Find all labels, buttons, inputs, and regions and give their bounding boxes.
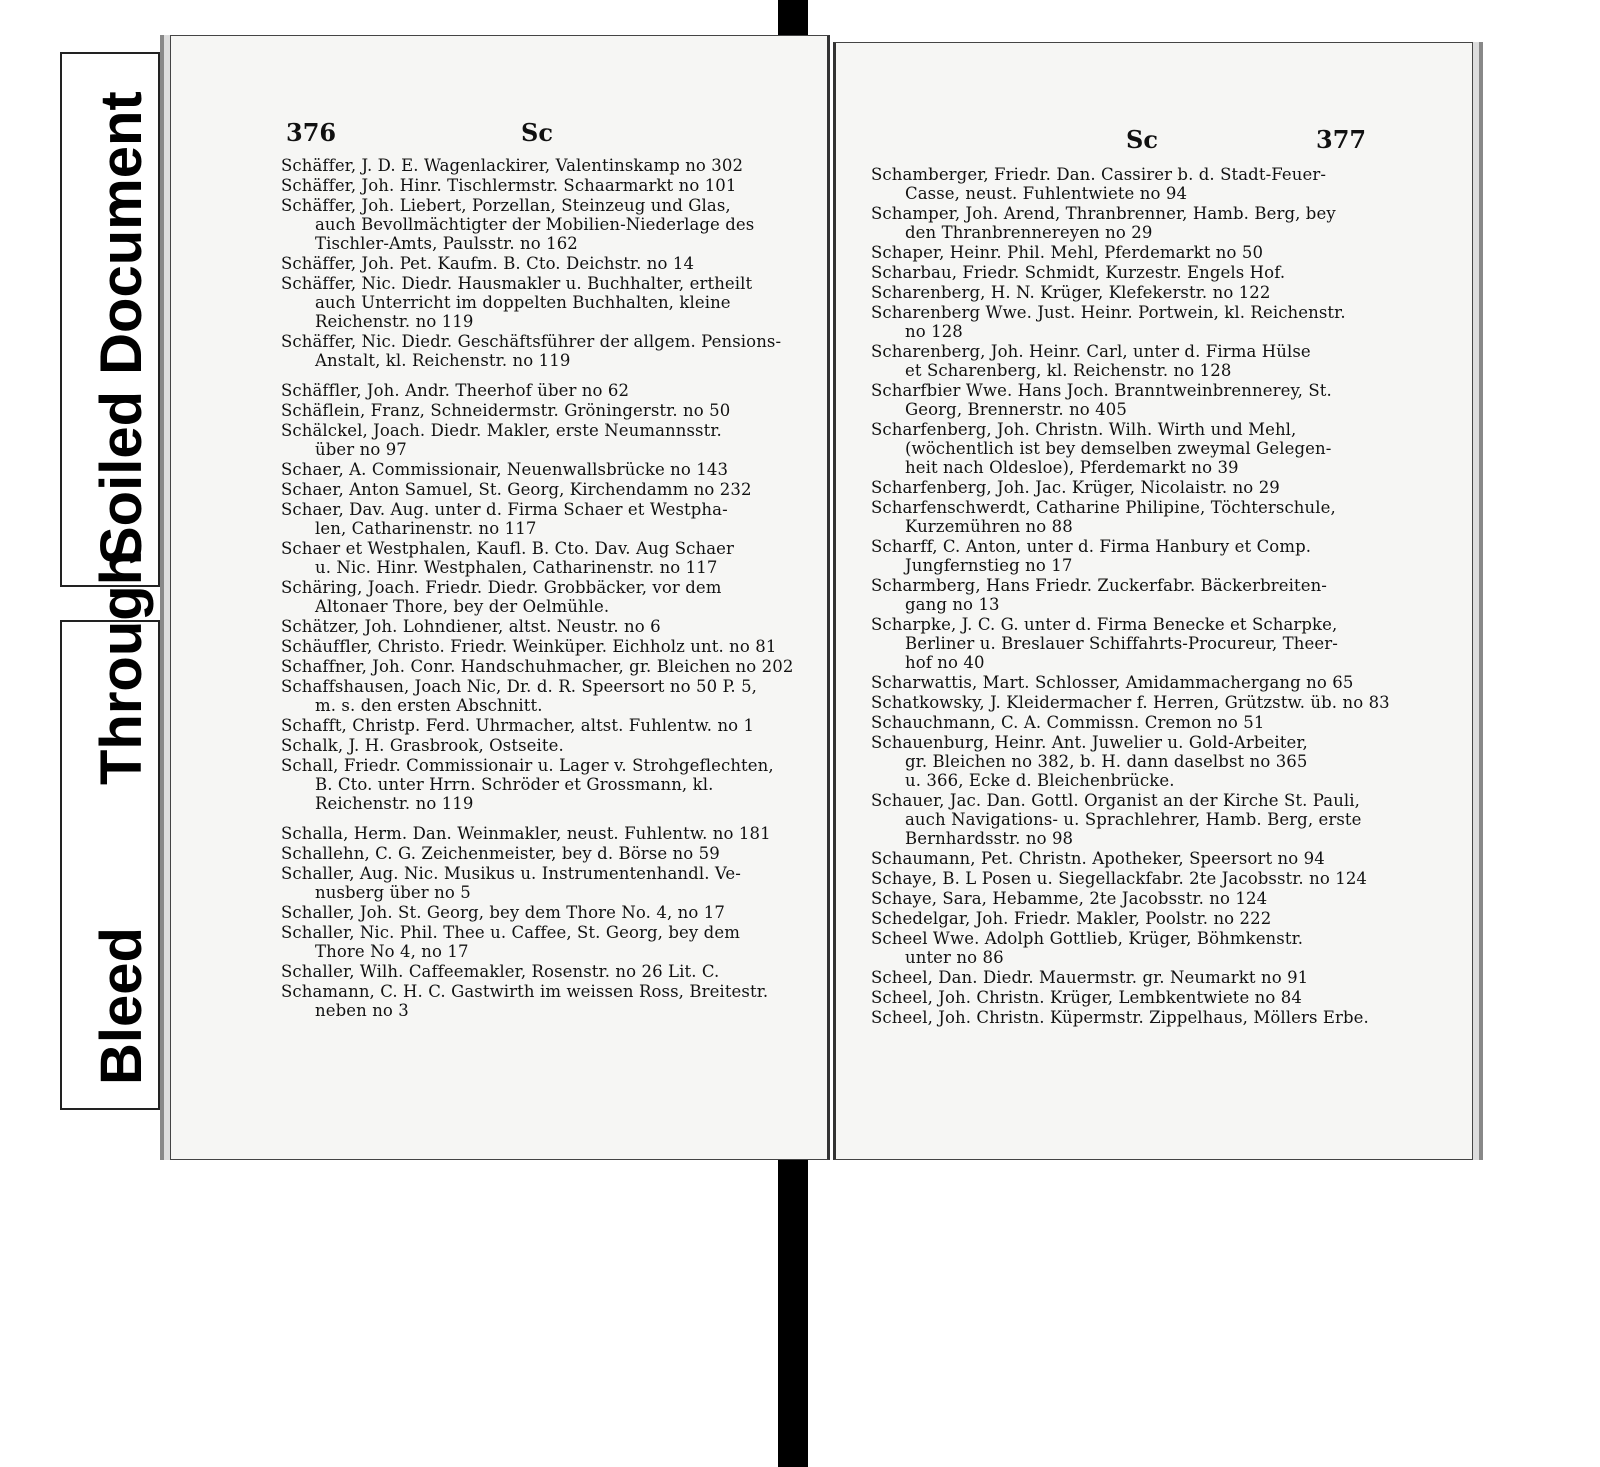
directory-entry xyxy=(281,677,801,715)
directory-entry xyxy=(871,929,1391,967)
entry-line: Schäring, Joach. Friedr. Diedr. Grobbäcker, vor dem xyxy=(281,578,722,597)
directory-entry xyxy=(281,274,801,331)
entry-line: Schäflein, Franz, Schneidermstr. Gröningerstr. no 50 xyxy=(281,401,731,420)
directory-entry xyxy=(281,578,801,616)
entry-continuation-line: no 128 xyxy=(905,322,963,341)
directory-entry xyxy=(871,889,1391,908)
entry-continuation-line: B. Cto. unter Hrrn. Schröder et Grossmann, kl. xyxy=(315,775,714,794)
entry-line: Schälckel, Joach. Diedr. Makler, erste Neumannsstr. xyxy=(281,421,722,440)
entry-continuation-line: gr. Bleichen no 382, b. H. dann daselbst no 365 xyxy=(905,752,1308,771)
entry-line: Schäuffler, Christo. Friedr. Weinküper. Eichholz unt. no 81 xyxy=(281,637,777,656)
entry-line: Schäffer, Joh. Liebert, Porzellan, Steinzeug und Glas, xyxy=(281,196,731,215)
entry-continuation-line: heit nach Oldesloe), Pferdemarkt no 39 xyxy=(905,458,1239,477)
entry-line: Schatkowsky, J. Kleidermacher f. Herren, Grützstw. üb. no 83 xyxy=(871,693,1390,712)
entry-continuation-line: den Thranbrennereyen no 29 xyxy=(905,223,1153,242)
entry-continuation-line: Bernhardsstr. no 98 xyxy=(905,829,1074,848)
entry-line: Schaer et Westphalen, Kaufl. B. Cto. Dav. Aug Schaer xyxy=(281,539,735,558)
directory-entry xyxy=(281,480,801,499)
entry-line: Scheel, Joh. Christn. Krüger, Lembkentwiete no 84 xyxy=(871,988,1302,1007)
entry-line: Scharenberg, Joh. Heinr. Carl, unter d. Firma Hülse xyxy=(871,342,1311,361)
entry-line: Scharfbier Wwe. Hans Joch. Branntweinbrennerey, St. xyxy=(871,381,1332,400)
directory-entry xyxy=(871,615,1391,672)
left-page-number: 376 xyxy=(286,118,337,147)
directory-entry xyxy=(871,1008,1391,1027)
entry-line: Schauenburg, Heinr. Ant. Juwelier u. Gold-Arbeiter, xyxy=(871,733,1308,752)
entry-continuation-line: auch Navigations- u. Sprachlehrer, Hamb. Berg, erste xyxy=(905,810,1362,829)
entry-line: Schalla, Herm. Dan. Weinmakler, neust. Fuhlentw. no 181 xyxy=(281,824,771,843)
book-spine-bottom xyxy=(778,1160,808,1467)
entry-line: Scharbau, Friedr. Schmidt, Kurzestr. Engels Hof. xyxy=(871,263,1286,282)
directory-entry xyxy=(281,824,801,843)
directory-entry xyxy=(871,673,1391,692)
entry-continuation-line: gang no 13 xyxy=(905,595,1000,614)
entry-line: Scharfenschwerdt, Catharine Philipine, Töchterschule, xyxy=(871,498,1336,517)
entry-continuation-line: neben no 3 xyxy=(315,1001,409,1020)
right-page xyxy=(833,42,1473,1160)
entry-line: Schauer, Jac. Dan. Gottl. Organist an der Kirche St. Pauli, xyxy=(871,791,1361,810)
entry-line: Scharpke, J. C. G. unter d. Firma Benecke et Scharpke, xyxy=(871,615,1338,634)
entry-continuation-line: über no 97 xyxy=(315,440,407,459)
directory-entry xyxy=(281,962,801,981)
entry-line: Schallehn, C. G. Zeichenmeister, bey d. Börse no 59 xyxy=(281,844,720,863)
directory-entry xyxy=(871,283,1391,302)
directory-entry xyxy=(871,498,1391,536)
directory-entry xyxy=(281,460,801,479)
entry-line: Schaller, Nic. Phil. Thee u. Caffee, St. Georg, bey dem xyxy=(281,923,740,942)
directory-entry xyxy=(871,478,1391,497)
entry-continuation-line: Berliner u. Breslauer Schiffahrts-Procureur, Theer- xyxy=(905,634,1338,653)
directory-entry xyxy=(871,849,1391,868)
entry-line: Schaper, Heinr. Phil. Mehl, Pferdemarkt no 50 xyxy=(871,243,1264,262)
directory-entry xyxy=(871,576,1391,614)
entry-line: Schäffer, Nic. Diedr. Hausmakler u. Buchhalter, ertheilt xyxy=(281,274,753,293)
directory-entry xyxy=(871,693,1391,712)
right-page-header: Sc xyxy=(1126,125,1158,154)
directory-entry xyxy=(281,617,801,636)
entry-line: Schaer, Dav. Aug. unter d. Firma Schaer et Westpha- xyxy=(281,500,728,519)
entry-line: Schaller, Joh. St. Georg, bey dem Thore No. 4, no 17 xyxy=(281,903,725,922)
directory-entry xyxy=(281,844,801,863)
entry-line: Schafft, Christp. Ferd. Uhrmacher, altst. Fuhlentw. no 1 xyxy=(281,716,755,735)
left-page-header: Sc xyxy=(521,118,553,147)
entry-line: Schamberger, Friedr. Dan. Cassirer b. d. Stadt-Feuer- xyxy=(871,165,1327,184)
entry-continuation-line: Casse, neust. Fuhlentwiete no 94 xyxy=(905,184,1188,203)
entry-line: Scharwattis, Mart. Schlosser, Amidammachergang no 65 xyxy=(871,673,1354,692)
directory-entry xyxy=(281,716,801,735)
entry-line: Schaye, Sara, Hebamme, 2te Jacobsstr. no 124 xyxy=(871,889,1268,908)
directory-entry xyxy=(281,736,801,755)
entry-line: Schall, Friedr. Commissionair u. Lager v. Strohgeflechten, xyxy=(281,756,774,775)
directory-entry xyxy=(871,988,1391,1007)
directory-entry xyxy=(871,165,1391,203)
entry-line: Schaller, Aug. Nic. Musikus u. Instrumentenhandl. Ve- xyxy=(281,864,741,883)
entry-line: Scharfenberg, Joh. Jac. Krüger, Nicolaistr. no 29 xyxy=(871,478,1280,497)
directory-entry xyxy=(281,156,801,175)
entry-line: Scheel Wwe. Adolph Gottlieb, Krüger, Böhmkenstr. xyxy=(871,929,1304,948)
entry-line: Schalk, J. H. Grasbrook, Ostseite. xyxy=(281,736,564,755)
directory-entry xyxy=(871,303,1391,341)
directory-entry xyxy=(871,204,1391,242)
directory-entry xyxy=(871,537,1391,575)
directory-entry xyxy=(871,791,1391,848)
entry-line: Schaumann, Pet. Christn. Apotheker, Speersort no 94 xyxy=(871,849,1325,868)
entry-line: Scharfenberg, Joh. Christn. Wilh. Wirth und Mehl, xyxy=(871,420,1297,439)
directory-entry xyxy=(281,903,801,922)
entry-continuation-line: Thore No 4, no 17 xyxy=(315,942,469,961)
entry-continuation-line: len, Catharinenstr. no 117 xyxy=(315,519,537,538)
entry-continuation-line: Anstalt, kl. Reichenstr. no 119 xyxy=(315,351,571,370)
label-soiled-document: Soiled Document xyxy=(89,91,154,565)
entry-line: Schäffer, Nic. Diedr. Geschäftsführer der allgem. Pensions- xyxy=(281,332,782,351)
right-entry-list xyxy=(871,165,1391,1028)
side-label xyxy=(0,0,154,1100)
entry-line: Schaffshausen, Joach Nic, Dr. d. R. Speersort no 50 P. 5, xyxy=(281,677,758,696)
entry-line: Schäffler, Joh. Andr. Theerhof über no 62 xyxy=(281,381,630,400)
entry-continuation-line: u. Nic. Hinr. Westphalen, Catharinenstr. no 117 xyxy=(315,558,718,577)
entry-continuation-line: Jungfernstieg no 17 xyxy=(905,556,1073,575)
directory-entry xyxy=(281,254,801,273)
entry-continuation-line: m. s. den ersten Abschnitt. xyxy=(315,696,543,715)
label-through: Through xyxy=(89,549,154,785)
directory-entry xyxy=(871,869,1391,888)
left-entry-list xyxy=(281,156,801,1021)
entry-line: Schaffner, Joh. Conr. Handschuhmacher, gr. Bleichen no 202 xyxy=(281,657,794,676)
entry-line: Scharenberg Wwe. Just. Heinr. Portwein, kl. Reichenstr. xyxy=(871,303,1346,322)
entry-line: Scharmberg, Hans Friedr. Zuckerfabr. Bäckerbreiten- xyxy=(871,576,1327,595)
entry-line: Schamper, Joh. Arend, Thranbrenner, Hamb. Berg, bey xyxy=(871,204,1336,223)
left-page xyxy=(170,35,830,1160)
directory-entry xyxy=(871,243,1391,262)
directory-entry xyxy=(281,332,801,370)
entry-continuation-line: auch Unterricht im doppelten Buchhalten, kleine xyxy=(315,293,731,312)
entry-continuation-line: et Scharenberg, kl. Reichenstr. no 128 xyxy=(905,361,1232,380)
entry-line: Schaer, Anton Samuel, St. Georg, Kirchendamm no 232 xyxy=(281,480,752,499)
entry-line: Schaye, B. L Posen u. Siegellackfabr. 2te Jacobsstr. no 124 xyxy=(871,869,1368,888)
directory-entry xyxy=(281,982,801,1020)
entry-continuation-line: Reichenstr. no 119 xyxy=(315,794,474,813)
directory-entry xyxy=(281,756,801,813)
directory-entry xyxy=(281,176,801,195)
directory-entry xyxy=(281,657,801,676)
entry-continuation-line: Reichenstr. no 119 xyxy=(315,312,474,331)
entry-continuation-line: Altonaer Thore, bey der Oelmühle. xyxy=(315,597,610,616)
entry-continuation-line: auch Bevollmächtigter der Mobilien-Niederlage des xyxy=(315,215,755,234)
entry-line: Schäffer, J. D. E. Wagenlackirer, Valentinskamp no 302 xyxy=(281,156,744,175)
directory-entry xyxy=(871,733,1391,790)
entry-line: Scharff, C. Anton, unter d. Firma Hanbury et Comp. xyxy=(871,537,1312,556)
entry-continuation-line: Kurzemühren no 88 xyxy=(905,517,1073,536)
directory-entry xyxy=(871,909,1391,928)
directory-entry xyxy=(281,500,801,538)
directory-entry xyxy=(871,968,1391,987)
entry-line: Schaer, A. Commissionair, Neuenwallsbrücke no 143 xyxy=(281,460,729,479)
entry-line: Schäffer, Joh. Hinr. Tischlermstr. Schaarmarkt no 101 xyxy=(281,176,737,195)
entry-line: Schaller, Wilh. Caffeemakler, Rosenstr. no 26 Lit. C. xyxy=(281,962,720,981)
directory-entry xyxy=(871,420,1391,477)
directory-entry xyxy=(281,637,801,656)
entry-line: Schamann, C. H. C. Gastwirth im weissen Ross, Breitestr. xyxy=(281,982,769,1001)
directory-entry xyxy=(281,864,801,902)
entry-line: Scheel, Joh. Christn. Küpermstr. Zippelhaus, Möllers Erbe. xyxy=(871,1008,1369,1027)
directory-entry xyxy=(871,342,1391,380)
entry-continuation-line: hof no 40 xyxy=(905,653,985,672)
directory-entry xyxy=(281,196,801,253)
entry-continuation-line: Georg, Brennerstr. no 405 xyxy=(905,400,1127,419)
entry-continuation-line: nusberg über no 5 xyxy=(315,883,471,902)
book-spine-top xyxy=(778,0,808,40)
directory-entry xyxy=(281,381,801,400)
directory-entry xyxy=(281,923,801,961)
entry-line: Schäffer, Joh. Pet. Kaufm. B. Cto. Deichstr. no 14 xyxy=(281,254,695,273)
entry-line: Schätzer, Joh. Lohndiener, altst. Neustr. no 6 xyxy=(281,617,661,636)
entry-line: Scharenberg, H. N. Krüger, Klefekerstr. no 122 xyxy=(871,283,1271,302)
right-page-number: 377 xyxy=(1316,125,1367,154)
entry-continuation-line: u. 366, Ecke d. Bleichenbrücke. xyxy=(905,771,1175,790)
label-bleed: Bleed xyxy=(89,927,154,1085)
directory-entry xyxy=(281,539,801,577)
directory-entry xyxy=(871,263,1391,282)
entry-continuation-line: unter no 86 xyxy=(905,948,1004,967)
directory-entry xyxy=(871,713,1391,732)
entry-continuation-line: (wöchentlich ist bey demselben zweymal Gelegen- xyxy=(905,439,1332,458)
entry-continuation-line: Tischler-Amts, Paulsstr. no 162 xyxy=(315,234,578,253)
directory-entry xyxy=(871,381,1391,419)
entry-line: Schauchmann, C. A. Commissn. Cremon no 51 xyxy=(871,713,1265,732)
directory-entry xyxy=(281,401,801,420)
directory-entry xyxy=(281,421,801,459)
entry-line: Scheel, Dan. Diedr. Mauermstr. gr. Neumarkt no 91 xyxy=(871,968,1309,987)
entry-line: Schedelgar, Joh. Friedr. Makler, Poolstr. no 222 xyxy=(871,909,1272,928)
